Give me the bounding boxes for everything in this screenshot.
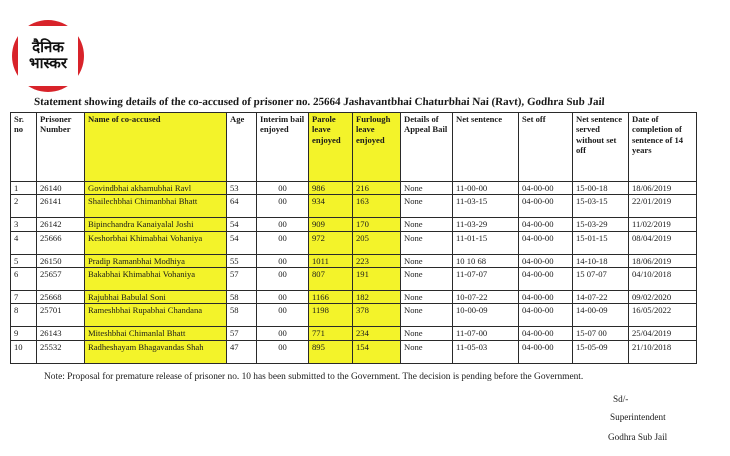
- cell-name: Rameshbhai Rupabhai Chandana: [85, 304, 227, 327]
- cell-net-sentence: 11-03-15: [453, 195, 519, 218]
- cell-completion-date: 16/05/2022: [629, 304, 697, 327]
- header-sr: Sr. no: [11, 113, 37, 182]
- dainik-bhaskar-logo: [12, 20, 84, 92]
- cell-furlough: 378: [353, 304, 401, 327]
- table-row: [11, 254, 697, 267]
- cell-prisoner-number: 26141: [37, 195, 85, 218]
- cell-name: Govindbhai akhamubhai Ravl: [85, 182, 227, 195]
- cell-net-sentence: 10-07-22: [453, 290, 519, 303]
- cell-parole: 895: [309, 340, 353, 363]
- cell-prisoner-number: 26142: [37, 218, 85, 231]
- cell-set-off: 04-00-00: [519, 195, 573, 218]
- cell-served: 15-03-29: [573, 218, 629, 231]
- cell-appeal-bail: None: [401, 327, 453, 340]
- cell-prisoner-number: 25666: [37, 231, 85, 254]
- cell-interim-bail: 00: [257, 267, 309, 290]
- note-text: Note: Proposal for premature release of prisoner no. 10 has been submitted to the Government. The decision is pending before the Government.: [44, 372, 584, 382]
- cell-appeal-bail: None: [401, 231, 453, 254]
- cell-completion-date: 22/01/2019: [629, 195, 697, 218]
- cell-prisoner-number: 26143: [37, 327, 85, 340]
- table-row: [11, 195, 697, 218]
- cell-parole: 934: [309, 195, 353, 218]
- header-interim-bail: Interim bail enjoyed: [257, 113, 309, 182]
- header-appeal-bail: Details of Appeal Bail: [401, 113, 453, 182]
- cell-appeal-bail: None: [401, 195, 453, 218]
- cell-age: 58: [227, 290, 257, 303]
- cell-completion-date: 09/02/2020: [629, 290, 697, 303]
- cell-sr: 9: [11, 327, 37, 340]
- cell-parole: 972: [309, 231, 353, 254]
- header-prisoner-number: Prisoner Number: [37, 113, 85, 182]
- cell-age: 58: [227, 304, 257, 327]
- table-row: [11, 290, 697, 303]
- header-net-sentence: Net sentence: [453, 113, 519, 182]
- cell-name: Radheshayam Bhagavandas Shah: [85, 340, 227, 363]
- cell-age: 47: [227, 340, 257, 363]
- table-row: [11, 304, 697, 327]
- cell-sr: 3: [11, 218, 37, 231]
- cell-net-sentence: 11-03-29: [453, 218, 519, 231]
- cell-served: 15-07 00: [573, 327, 629, 340]
- table-row: [11, 231, 697, 254]
- document-title: Statement showing details of the co-accused of prisoner no. 25664 Jashavantbhai Chaturbhai Nai (Ravt), Godhra Sub Jail: [33, 96, 605, 108]
- cell-parole: 1011: [309, 254, 353, 267]
- cell-completion-date: 25/04/2019: [629, 327, 697, 340]
- cell-furlough: 205: [353, 231, 401, 254]
- cell-furlough: 216: [353, 182, 401, 195]
- cell-age: 54: [227, 231, 257, 254]
- cell-net-sentence: 10 10 68: [453, 254, 519, 267]
- cell-prisoner-number: 25532: [37, 340, 85, 363]
- cell-set-off: 04-00-00: [519, 290, 573, 303]
- cell-appeal-bail: None: [401, 340, 453, 363]
- cell-prisoner-number: 25657: [37, 267, 85, 290]
- cell-completion-date: 18/06/2019: [629, 182, 697, 195]
- cell-prisoner-number: 25701: [37, 304, 85, 327]
- cell-furlough: 223: [353, 254, 401, 267]
- cell-net-sentence: 11-01-15: [453, 231, 519, 254]
- cell-age: 64: [227, 195, 257, 218]
- cell-name: Shailechbhai Chimanbhai Bhatt: [85, 195, 227, 218]
- cell-interim-bail: 00: [257, 182, 309, 195]
- cell-parole: 771: [309, 327, 353, 340]
- cell-sr: 7: [11, 290, 37, 303]
- cell-name: Pradip Ramanbhai Modhiya: [85, 254, 227, 267]
- cell-completion-date: 18/06/2019: [629, 254, 697, 267]
- header-row: [11, 113, 697, 182]
- cell-parole: 1166: [309, 290, 353, 303]
- cell-sr: 8: [11, 304, 37, 327]
- cell-served: 14-10-18: [573, 254, 629, 267]
- cell-appeal-bail: None: [401, 290, 453, 303]
- cell-parole: 909: [309, 218, 353, 231]
- header-completion-date: Date of completion of sentence of 14 years: [629, 113, 697, 182]
- cell-age: 53: [227, 182, 257, 195]
- cell-furlough: 154: [353, 340, 401, 363]
- header-parole: Parole leave enjoyed: [309, 113, 353, 182]
- header-served: Net sentence served without set off: [573, 113, 629, 182]
- cell-age: 57: [227, 267, 257, 290]
- cell-served: 15-01-15: [573, 231, 629, 254]
- cell-interim-bail: 00: [257, 231, 309, 254]
- cell-appeal-bail: None: [401, 267, 453, 290]
- cell-prisoner-number: 26140: [37, 182, 85, 195]
- cell-set-off: 04-00-00: [519, 218, 573, 231]
- cell-name: Bipinchandra Kanaiyalal Joshi: [85, 218, 227, 231]
- logo-line-1: दैनिक: [32, 38, 64, 57]
- cell-set-off: 04-00-00: [519, 327, 573, 340]
- cell-interim-bail: 00: [257, 254, 309, 267]
- cell-age: 57: [227, 327, 257, 340]
- cell-served: 15-00-18: [573, 182, 629, 195]
- cell-furlough: 182: [353, 290, 401, 303]
- cell-name: Rajubhai Babulal Soni: [85, 290, 227, 303]
- cell-furlough: 170: [353, 218, 401, 231]
- cell-served: 15-05-09: [573, 340, 629, 363]
- table-row: [11, 267, 697, 290]
- cell-sr: 4: [11, 231, 37, 254]
- cell-appeal-bail: None: [401, 218, 453, 231]
- cell-furlough: 163: [353, 195, 401, 218]
- cell-interim-bail: 00: [257, 218, 309, 231]
- cell-appeal-bail: None: [401, 254, 453, 267]
- cell-served: 14-00-09: [573, 304, 629, 327]
- cell-age: 54: [227, 218, 257, 231]
- cell-appeal-bail: None: [401, 182, 453, 195]
- cell-net-sentence: 11-00-00: [453, 182, 519, 195]
- cell-age: 55: [227, 254, 257, 267]
- cell-parole: 807: [309, 267, 353, 290]
- cell-name: Miteshbhai Chimanlal Bhatt: [85, 327, 227, 340]
- cell-name: Bakabhai Khimabhai Vohaniya: [85, 267, 227, 290]
- cell-prisoner-number: 25668: [37, 290, 85, 303]
- cell-served: 15-03-15: [573, 195, 629, 218]
- cell-set-off: 04-00-00: [519, 254, 573, 267]
- signature-designation: Superintendent: [610, 412, 666, 422]
- cell-interim-bail: 00: [257, 290, 309, 303]
- cell-appeal-bail: None: [401, 304, 453, 327]
- cell-completion-date: 11/02/2019: [629, 218, 697, 231]
- cell-parole: 986: [309, 182, 353, 195]
- cell-sr: 1: [11, 182, 37, 195]
- cell-parole: 1198: [309, 304, 353, 327]
- cell-sr: 5: [11, 254, 37, 267]
- co-accused-table: [10, 112, 697, 364]
- cell-served: 14-07-22: [573, 290, 629, 303]
- table-row: [11, 182, 697, 195]
- cell-completion-date: 04/10/2018: [629, 267, 697, 290]
- cell-net-sentence: 11-07-07: [453, 267, 519, 290]
- cell-net-sentence: 10-00-09: [453, 304, 519, 327]
- cell-set-off: 04-00-00: [519, 231, 573, 254]
- table-row: [11, 218, 697, 231]
- header-furlough: Furlough leave enjoyed: [353, 113, 401, 182]
- cell-furlough: 234: [353, 327, 401, 340]
- signature-office: Godhra Sub Jail: [608, 432, 668, 442]
- table-row: [11, 340, 697, 363]
- cell-furlough: 191: [353, 267, 401, 290]
- cell-set-off: 04-00-00: [519, 267, 573, 290]
- cell-interim-bail: 00: [257, 195, 309, 218]
- header-name: Name of co-accused: [85, 113, 227, 182]
- cell-served: 15 07-07: [573, 267, 629, 290]
- cell-interim-bail: 00: [257, 340, 309, 363]
- cell-completion-date: 08/04/2019: [629, 231, 697, 254]
- cell-prisoner-number: 26150: [37, 254, 85, 267]
- cell-set-off: 04-00-00: [519, 182, 573, 195]
- cell-set-off: 04-00-00: [519, 304, 573, 327]
- cell-interim-bail: 00: [257, 304, 309, 327]
- cell-net-sentence: 11-07-00: [453, 327, 519, 340]
- signature-sd: Sd/-: [613, 394, 629, 404]
- cell-completion-date: 21/10/2018: [629, 340, 697, 363]
- table-row: [11, 327, 697, 340]
- header-set-off: Set off: [519, 113, 573, 182]
- cell-name: Keshorbhai Khimabhai Vohaniya: [85, 231, 227, 254]
- cell-set-off: 04-00-00: [519, 340, 573, 363]
- logo-line-2: भास्कर: [29, 54, 67, 72]
- cell-sr: 2: [11, 195, 37, 218]
- cell-net-sentence: 11-05-03: [453, 340, 519, 363]
- header-age: Age: [227, 113, 257, 182]
- cell-sr: 10: [11, 340, 37, 363]
- cell-interim-bail: 00: [257, 327, 309, 340]
- cell-sr: 6: [11, 267, 37, 290]
